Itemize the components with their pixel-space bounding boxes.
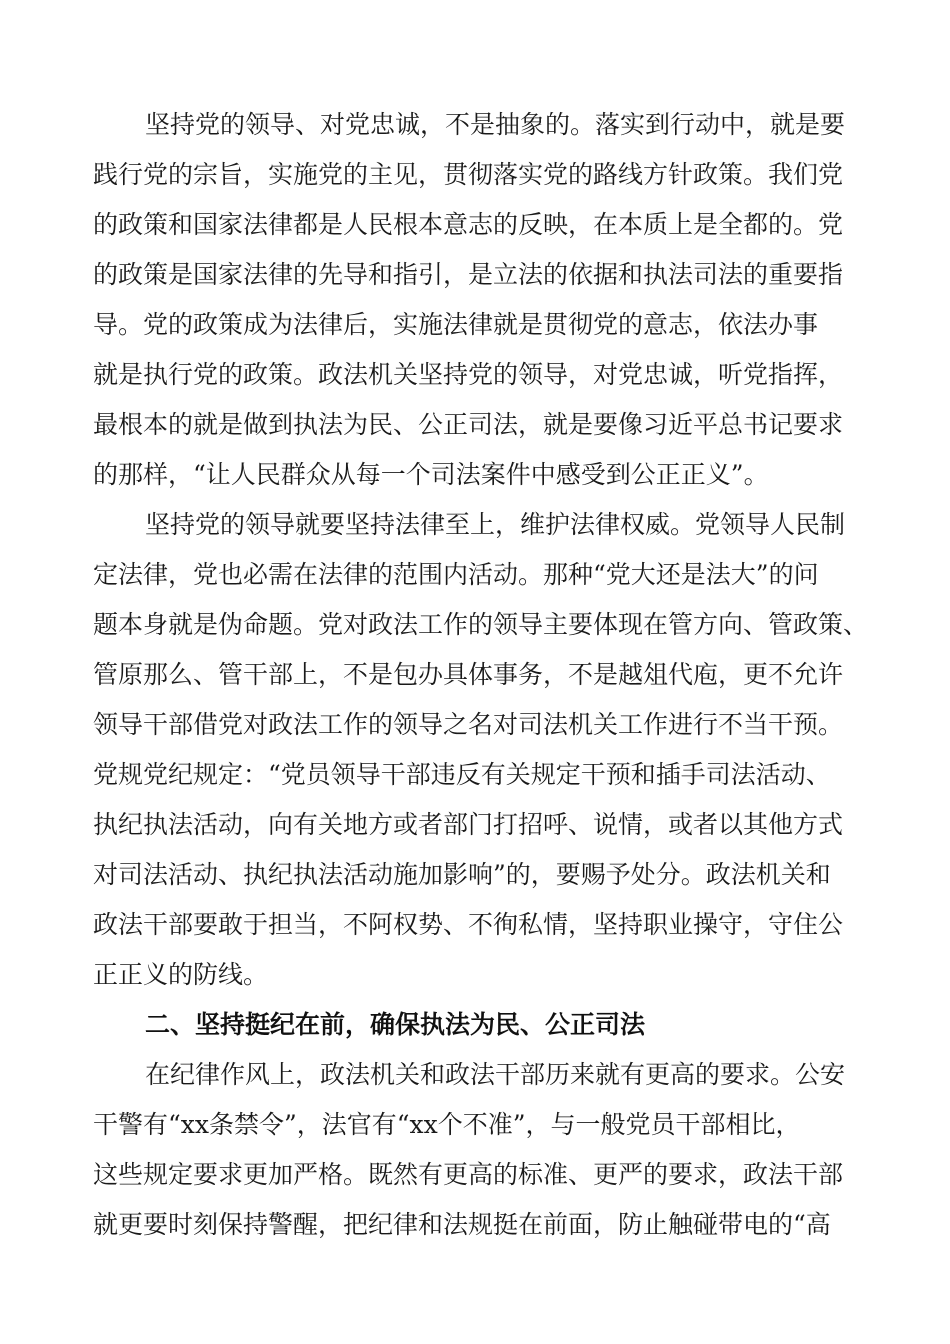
paragraph-3-line-1: 在纪律作风上，政法机关和政法干部历来就有更高的要求。公安 bbox=[145, 1060, 846, 1089]
paragraph-2-line-8: 对司法活动、执纪执法活动施加影响”的，要赐予处分。政法机关和 bbox=[93, 860, 831, 889]
paragraph-2-line-10: 正正义的防线。 bbox=[93, 960, 269, 989]
paragraph-2-line-1: 坚持党的领导就要坚持法律至上，维护法律权威。党领导人民制 bbox=[145, 510, 846, 539]
paragraph-3-line-3: 这些规定要求更加严格。既然有更高的标准、更严的要求，政法干部 bbox=[93, 1160, 844, 1189]
paragraph-1-line-7: 最根本的就是做到执法为民、公正司法，就是要像习近平总书记要求 bbox=[93, 410, 844, 439]
paragraph-3-line-2: 干警有“xx条禁令”，法官有“xx个不准”，与一般党员干部相比， bbox=[93, 1110, 801, 1139]
paragraph-2-line-2: 定法律，党也必需在法律的范围内活动。那种“党大还是法大”的问 bbox=[93, 560, 819, 589]
paragraph-3-line-4: 就更要时刻保持警醒，把纪律和法规挺在前面，防止触碰带电的“高 bbox=[93, 1210, 831, 1239]
paragraph-1-line-3: 的政策和国家法律都是人民根本意志的反映，在本质上是全都的。党 bbox=[93, 210, 844, 239]
paragraph-1-line-8: 的那样，“让人民群众从每一个司法案件中感受到公正正义”。 bbox=[93, 460, 769, 489]
paragraph-2-line-9: 政法干部要敢于担当，不阿权势、不徇私情，坚持职业操守，守住公 bbox=[93, 910, 844, 939]
paragraph-1-line-1: 坚持党的领导、对党忠诚，不是抽象的。落实到行动中，就是要 bbox=[145, 110, 846, 139]
paragraph-2-line-7: 执纪执法活动，向有关地方或者部门打招呼、说情，或者以其他方式 bbox=[93, 810, 844, 839]
paragraph-1-line-6: 就是执行党的政策。政法机关坚持党的领导，对党忠诚，听党指挥， bbox=[93, 360, 844, 389]
paragraph-2-line-5: 领导干部借党对政法工作的领导之名对司法机关工作进行不当干预。 bbox=[93, 710, 844, 739]
paragraph-1-line-5: 导。党的政策成为法律后，实施法律就是贯彻党的意志，依法办事 bbox=[93, 310, 819, 339]
paragraph-2-line-3: 题本身就是伪命题。党对政法工作的领导主要体现在管方向、管政策、 bbox=[93, 610, 869, 639]
section-heading: 二、坚持挺纪在前，确保执法为民、公正司法 bbox=[145, 1010, 646, 1039]
paragraph-1-line-4: 的政策是国家法律的先导和指引，是立法的依据和执法司法的重要指 bbox=[93, 260, 844, 289]
paragraph-2-line-6: 党规党纪规定：“党员领导干部违反有关规定干预和插手司法活动、 bbox=[93, 760, 831, 789]
paragraph-1-line-2: 践行党的宗旨，实施党的主见，贯彻落实党的路线方针政策。我们党 bbox=[93, 160, 844, 189]
paragraph-2-line-4: 管原那么、管干部上，不是包办具体事务，不是越俎代庖，更不允许 bbox=[93, 660, 844, 689]
